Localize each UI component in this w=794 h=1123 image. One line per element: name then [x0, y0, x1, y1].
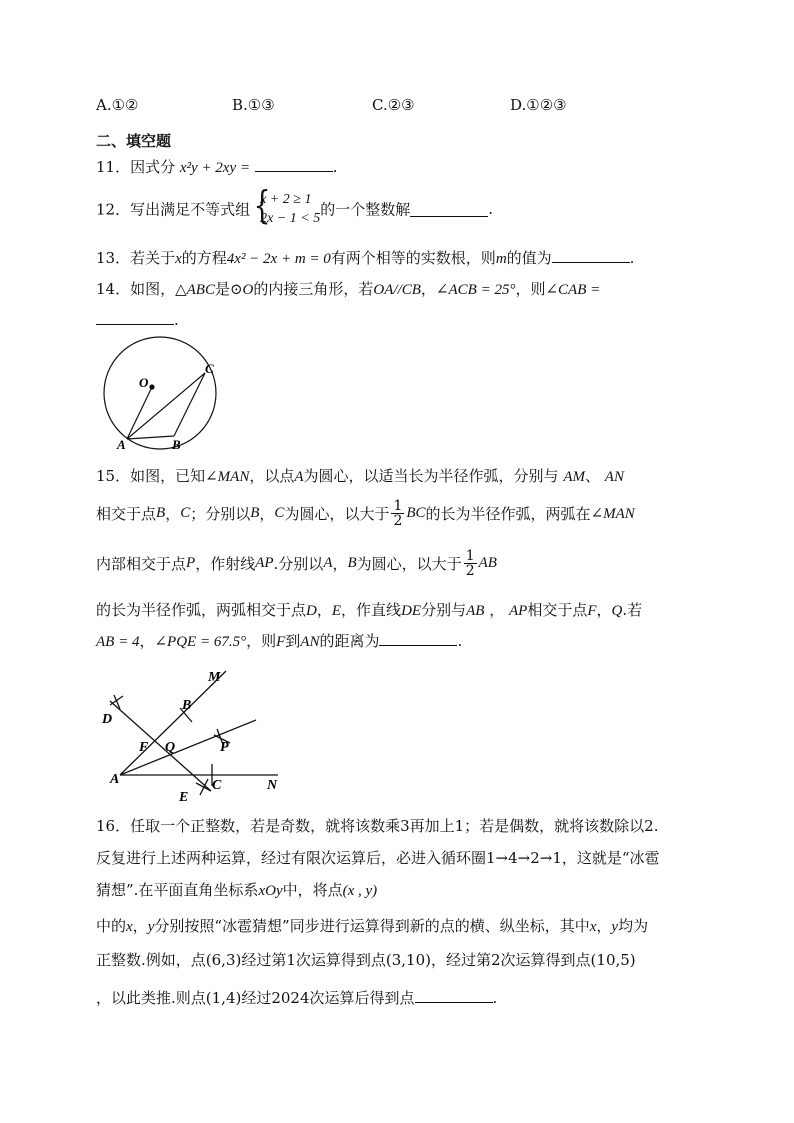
fraction-denominator: 2	[393, 513, 403, 529]
q12-system	[250, 183, 321, 228]
q14-answer-line	[96, 310, 179, 329]
q15-text: 到	[285, 632, 301, 650]
option-d: D.①②③	[510, 96, 567, 114]
q15-text: .若	[622, 601, 643, 619]
q16-coordinate-system: xOy	[258, 883, 283, 899]
q15-text: 分别与	[421, 601, 467, 619]
q15-text: 相交于点	[527, 601, 588, 619]
question-15-line-2	[96, 499, 635, 528]
option-a: A.①②	[96, 96, 139, 114]
question-16-line-2: 反复进行上述两种运算，经过有限次运算后，必进入循环圈1→4→2→1，这就是“冰雹	[96, 849, 660, 867]
q16-text: 正整数.例如，点	[96, 951, 206, 969]
label-p: P	[220, 740, 229, 755]
q14-triangle: △ABC	[175, 282, 215, 298]
q12-prefix: 12．写出满足不等式组	[96, 200, 251, 219]
q14-angle: ∠ACB = 25°	[435, 282, 516, 298]
q15-text: 为圆心，以适当长为半径作弧，分别与	[303, 467, 559, 485]
q15-text: ，则	[246, 632, 277, 650]
q16-var-y: y	[147, 919, 155, 935]
ray-am	[120, 671, 226, 775]
q16-text: ，经过第2次运算得到点	[431, 951, 591, 969]
q15-text: ，作射线	[195, 555, 256, 573]
question-12	[96, 183, 493, 228]
q13-mid1: 的方程	[181, 249, 227, 267]
q13-mid3: 的值为	[506, 249, 552, 267]
option-b: B.①③	[232, 96, 275, 114]
q15-segment-ab: AB	[466, 603, 485, 619]
q14-t1: 是	[214, 280, 230, 298]
q15-text: 、	[584, 467, 600, 485]
label-e: E	[179, 790, 189, 805]
q11-prefix: 11．因式分	[96, 158, 176, 176]
q15-text: ，以点	[249, 467, 295, 485]
q13-equation: 4x² − 2x + m = 0	[226, 251, 331, 267]
label-a: A	[110, 772, 120, 787]
q11-answer-blank[interactable]	[255, 157, 333, 172]
question-16-line-5	[96, 949, 636, 970]
question-13	[96, 247, 634, 268]
q15-text: .分别以	[273, 555, 324, 573]
q16-text: 经过第1次运算得到点	[241, 951, 386, 969]
q15-point-c: C	[274, 505, 285, 521]
q15-text: ，	[332, 555, 348, 573]
q15-point-b: B	[156, 505, 166, 521]
q15-construction-figure	[96, 665, 296, 805]
center-point	[149, 384, 154, 389]
q15-point-p: P	[186, 555, 196, 571]
label-b: B	[172, 437, 181, 452]
label-a: A	[117, 437, 126, 452]
q15-ray-ap: AP	[255, 555, 274, 571]
q15-ray-ap: AP	[508, 603, 528, 619]
q13-var-m: m	[495, 251, 507, 267]
q16-text: 猜想”.在平面直角坐标系	[96, 881, 259, 899]
q16-text: 中，将点	[282, 881, 343, 899]
q16-answer-blank[interactable]	[415, 988, 493, 1003]
question-15-line-3	[96, 549, 497, 578]
q15-text: 为圆心，以大于	[356, 555, 462, 573]
q13-end: .	[629, 249, 635, 267]
option-c: C.②③	[372, 96, 415, 114]
q16-var-y: y	[611, 919, 619, 935]
question-15-line-1	[96, 465, 624, 486]
q12-end: .	[488, 200, 493, 218]
q15-segment-ab: AB	[478, 555, 497, 571]
q15-text: 的距离为	[319, 632, 380, 650]
label-c: C	[205, 361, 214, 376]
q12-answer-blank[interactable]	[410, 202, 488, 217]
q15-point-f: F	[587, 603, 597, 619]
section-title: 二、填空题	[96, 132, 172, 150]
q15-text: ，	[165, 505, 181, 523]
q11-expr: x²y + 2xy =	[179, 160, 250, 176]
q13-answer-blank[interactable]	[552, 248, 630, 263]
q16-text: 中的	[96, 917, 127, 935]
q11-end: .	[332, 158, 338, 176]
question-14	[96, 278, 600, 299]
label-q: Q	[165, 740, 176, 755]
q16-var-x: x	[589, 919, 597, 935]
q15-text: ，作直线	[341, 601, 402, 619]
label-n: N	[267, 778, 278, 793]
q15-ray-am: AM	[563, 469, 585, 485]
q16-point-3-10: (3,10)	[385, 951, 431, 969]
q15-point-a: A	[294, 469, 304, 485]
q15-point-q: Q	[611, 603, 623, 619]
q15-angle-man: ∠MAN	[590, 506, 635, 522]
q15-ray-an: AN	[604, 469, 624, 485]
q14-ask: ∠CAB =	[545, 282, 601, 298]
segment-ab	[127, 436, 174, 439]
q16-text: ，	[132, 917, 148, 935]
q15-text: ，	[259, 505, 275, 523]
q16-point-xy: (x , y)	[342, 883, 378, 899]
q15-point-b: B	[250, 505, 260, 521]
q15-segment-bc: BC	[406, 505, 426, 521]
q14-circle-figure	[90, 335, 230, 455]
label-f: F	[139, 740, 149, 755]
circle-o	[104, 337, 216, 449]
question-16-line-6	[96, 987, 497, 1008]
q15-angle-man: ∠MAN	[205, 469, 250, 485]
q12-inequality-1: x + 2 ≥ 1	[260, 192, 312, 207]
q15-point-a: A	[323, 555, 333, 571]
q15-text: 为圆心，以大于	[284, 505, 390, 523]
label-b: B	[182, 698, 192, 713]
brace-glyph: {	[253, 183, 271, 227]
q13-mid2: 有两个相等的实数根，则	[330, 249, 496, 267]
q14-sep: ，	[420, 280, 436, 298]
q16-end: .	[492, 989, 498, 1007]
label-o: O	[139, 375, 149, 390]
q16-text: ，	[596, 917, 612, 935]
fraction-denominator: 2	[465, 563, 475, 579]
q15-line-de: DE	[401, 603, 422, 619]
q14-circle: ⊙O	[229, 282, 254, 298]
q12-suffix: 的一个整数解	[320, 200, 411, 219]
q15-fraction-half	[391, 499, 404, 528]
label-d: D	[102, 712, 113, 727]
q15-given-angle: ∠PQE = 67.5°	[154, 634, 247, 650]
q15-text: 内部相交于点	[96, 555, 187, 573]
q15-text: 的长为半径作弧，两弧在	[425, 505, 591, 523]
q15-text: ，	[316, 601, 332, 619]
q12-inequality-2: 2x − 1 < 5	[260, 211, 321, 226]
label-c: C	[212, 778, 222, 793]
q15-text: ，	[596, 601, 612, 619]
fraction-numerator: 1	[465, 548, 475, 564]
q14-t3: ，则	[515, 280, 546, 298]
q14-parallel: OA//CB	[373, 282, 421, 298]
q16-point-1-4: (1,4)	[205, 989, 242, 1007]
q14-t2: 的内接三角形，若	[253, 280, 374, 298]
q13-prefix: 13．若关于	[96, 249, 176, 267]
q15-point-e: E	[331, 603, 342, 619]
q15-answer-blank[interactable]	[379, 631, 457, 646]
q16-point-6-3: (6,3)	[205, 951, 242, 969]
q13-var-x: x	[175, 251, 182, 267]
segment-bc	[174, 373, 205, 436]
q15-text: ，	[489, 601, 505, 619]
question-15-line-4	[96, 599, 642, 620]
q16-text: ，以此类推.则点	[96, 989, 206, 1007]
q15-point-c: C	[180, 505, 191, 521]
line-de	[110, 701, 211, 791]
q15-text: 15．如图，已知	[96, 467, 206, 485]
q15-point-f: F	[276, 634, 286, 650]
q15-end: .	[457, 632, 463, 650]
q15-point-b: B	[347, 555, 357, 571]
q15-text: 相交于点	[96, 505, 157, 523]
q15-ray-an: AN	[300, 634, 320, 650]
q15-text: ，	[139, 632, 155, 650]
q14-end: .	[174, 311, 179, 329]
q14-prefix: 14．如图，	[96, 280, 176, 298]
segment-oa	[127, 387, 152, 439]
fraction-numerator: 1	[393, 498, 403, 514]
q15-point-d: D	[306, 603, 317, 619]
q15-given-ab: AB = 4	[96, 634, 140, 650]
question-16-line-3	[96, 879, 377, 900]
q15-fraction-half	[464, 549, 477, 578]
question-11	[96, 156, 338, 177]
label-m: M	[208, 670, 221, 685]
q14-answer-blank[interactable]	[96, 310, 174, 325]
q15-text: ；分别以	[190, 505, 251, 523]
q16-text: 经过2024次运算后得到点	[241, 989, 415, 1007]
question-15-line-5	[96, 630, 462, 651]
q15-text: 的长为半径作弧，两弧相交于点	[96, 601, 307, 619]
question-16-line-1: 16．任取一个正整数，若是奇数，就将该数乘3再加上1；若是偶数，就将该数除以2.	[96, 817, 659, 835]
q16-point-10-5: (10,5)	[590, 951, 636, 969]
question-16-line-4	[96, 915, 648, 936]
q16-text: 均为	[618, 917, 649, 935]
q16-text: 分别按照“冰雹猜想”同步进行运算得到新的点的横、纵坐标，其中	[154, 917, 590, 935]
q16-var-x: x	[126, 919, 133, 935]
